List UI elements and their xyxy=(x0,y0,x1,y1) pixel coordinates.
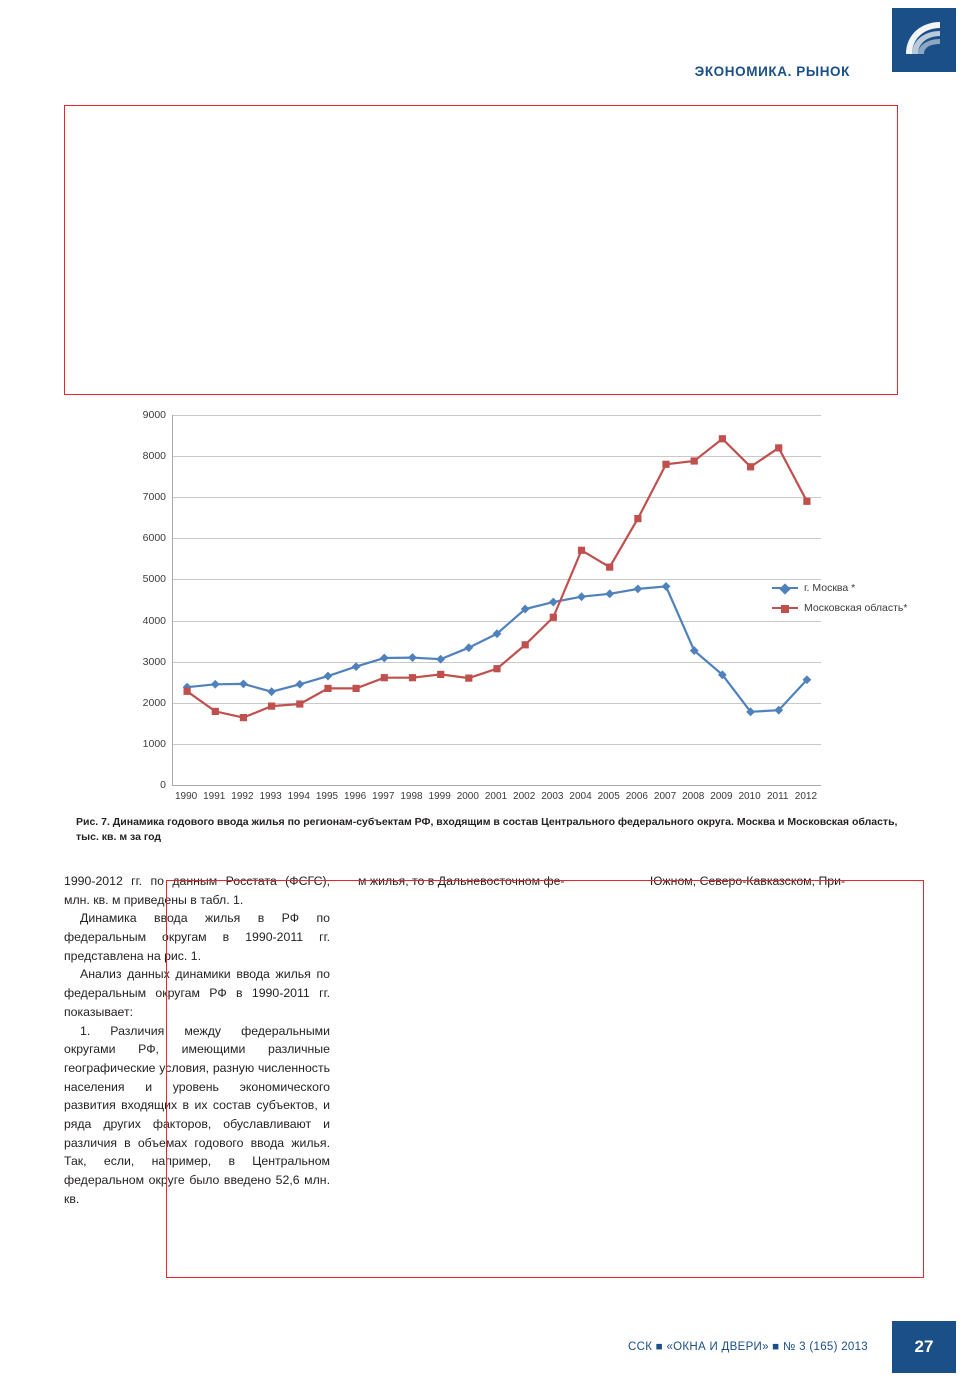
chart-data-point xyxy=(578,547,585,554)
chart-series-line xyxy=(187,439,807,718)
chart-x-tick-label: 1994 xyxy=(287,791,310,802)
chart-data-point xyxy=(268,703,275,710)
chart-y-tick-label: 3000 xyxy=(142,655,166,668)
chart-x-tick-label: 2005 xyxy=(597,791,620,802)
chart-data-point xyxy=(267,687,276,696)
chart-data-point xyxy=(634,515,641,522)
paragraph: м жилья, то в Дальневосточном фе- xyxy=(358,874,565,888)
chart-data-point xyxy=(436,655,445,664)
chart-data-point xyxy=(662,461,669,468)
chart-x-tick-label: 1999 xyxy=(428,791,451,802)
footer-publication: ССК ■ «ОКНА И ДВЕРИ» ■ № 3 (165) 2013 xyxy=(628,1341,868,1353)
chart-x-tick-label: 1990 xyxy=(174,791,198,802)
chart-x-tick-label: 2003 xyxy=(541,791,564,802)
chart-data-point xyxy=(493,665,500,672)
chart-data-point xyxy=(353,685,360,692)
chart-x-tick-label: 1991 xyxy=(203,791,226,802)
chart-x-tick-label: 2006 xyxy=(625,791,648,802)
chart-data-point xyxy=(380,654,389,663)
legend-item-moscow xyxy=(772,578,952,598)
chart-x-tick-label: 1995 xyxy=(315,791,339,802)
chart-x-tick-label: 2011 xyxy=(766,791,789,802)
page-header xyxy=(0,0,980,100)
chart-data-point xyxy=(549,598,558,607)
legend-swatch-moscow xyxy=(772,587,798,589)
chart-y-axis xyxy=(112,409,166,791)
chart-data-point xyxy=(775,444,782,451)
chart-y-tick-label: 0 xyxy=(160,779,166,791)
chart-data-point xyxy=(550,614,557,621)
chart-data-point xyxy=(605,589,614,598)
chart-x-tick-label: 2007 xyxy=(653,791,677,802)
legend-item-moscow-oblast xyxy=(772,598,952,618)
paragraph: 1990-2012 гг. по данным Росстата (ФСГС), млн. кв. м приведены в табл. 1. xyxy=(64,874,330,907)
chart-x-tick-label: 2000 xyxy=(456,791,479,802)
chart-x-tick-label: 2001 xyxy=(484,791,508,802)
chart-legend xyxy=(772,578,952,618)
chart-data-point xyxy=(465,675,472,682)
paragraph: Динамика ввода жилья в РФ по федеральным округам в 1990-2011 гг. представлена на рис. 1. xyxy=(64,911,330,963)
paragraph: Анализ данных динамики ввода жилья по федеральным округам РФ в 1990-2011 гг. показывает: xyxy=(64,967,330,1019)
chart-data-point xyxy=(184,688,191,695)
company-logo xyxy=(892,8,956,72)
chart-data-point xyxy=(577,592,586,601)
chart-series-line xyxy=(187,586,807,711)
chart-data-point xyxy=(324,672,333,681)
chart-data-point xyxy=(662,582,671,591)
chart-data-point xyxy=(409,674,416,681)
logo-icon xyxy=(892,8,956,72)
chart-y-tick-label: 9000 xyxy=(142,409,166,421)
chart-data-point xyxy=(408,653,417,662)
legend-swatch-moscow-oblast xyxy=(772,607,798,609)
annotation-box-top xyxy=(64,105,898,395)
chart-x-tick-label: 2010 xyxy=(738,791,761,802)
chart-x-tick-label: 2012 xyxy=(794,791,818,802)
chart-x-tick-label: 2008 xyxy=(682,791,705,802)
chart-y-tick-label: 8000 xyxy=(142,450,166,463)
chart-data-point xyxy=(691,457,698,464)
chart-data-point xyxy=(464,643,473,652)
page-number: 27 xyxy=(892,1321,956,1373)
chart-x-tick-label: 2009 xyxy=(710,791,733,802)
chart-plot-area xyxy=(172,415,821,786)
chart-data-point xyxy=(211,680,220,689)
figure-caption: Рис. 7. Динамика годового ввода жилья по регионам-субъектам РФ, входящим в состав Центрального федерального округа. Москва и Московская область, тыс. кв. м за год xyxy=(76,816,898,844)
chart-data-point xyxy=(522,641,529,648)
chart-data-point xyxy=(352,662,361,671)
chart-data-point xyxy=(239,679,248,688)
page-footer xyxy=(0,1323,980,1385)
chart-y-tick-label: 2000 xyxy=(142,696,166,709)
chart-data-point xyxy=(240,714,247,721)
chart-y-tick-label: 7000 xyxy=(142,491,166,504)
paragraph: Южном, Северо-Кавказском, При- xyxy=(650,874,846,888)
chart-series-layer xyxy=(173,415,821,785)
chart-data-point xyxy=(381,674,388,681)
chart-data-point xyxy=(212,708,219,715)
chart-y-tick-label: 1000 xyxy=(142,737,166,750)
chart-y-tick-label: 5000 xyxy=(142,573,166,586)
paragraph: 1. Различия между федеральными округами РФ, имеющими различные географические условия, разную численность населения и уровень экономического развития входящих в их состав субъектов, и ряда других факторов, обуславливают и различия в объемах годового ввода жилья. Так, если, например, в Центральном федеральном округе было введено 52,6 млн. кв. xyxy=(64,1023,330,1206)
chart-x-tick-label: 1997 xyxy=(372,791,395,802)
chart-data-point xyxy=(606,564,613,571)
chart-data-point xyxy=(633,585,642,594)
chart-y-tick-label: 4000 xyxy=(142,614,166,627)
chart-data-point xyxy=(719,435,726,442)
legend-label-moscow-oblast: Московская область* xyxy=(804,602,908,614)
chart-x-tick-label: 1993 xyxy=(259,791,282,802)
section-title: ЭКОНОМИКА. РЫНОК xyxy=(694,64,850,79)
chart-data-point xyxy=(295,680,304,689)
chart-x-tick-label: 2004 xyxy=(569,791,592,802)
chart-data-point xyxy=(324,685,331,692)
chart-x-tick-label: 2002 xyxy=(513,791,536,802)
annotation-box-bottom xyxy=(166,880,924,1278)
chart-x-tick-label: 1992 xyxy=(231,791,254,802)
chart-x-tick-label: 1996 xyxy=(344,791,367,802)
legend-label-moscow: г. Москва * xyxy=(804,582,856,594)
chart-data-point xyxy=(437,671,444,678)
chart-data-point xyxy=(296,700,303,707)
chart-y-tick-label: 6000 xyxy=(142,532,166,545)
chart-data-point xyxy=(747,463,754,470)
chart-data-point xyxy=(803,498,810,505)
chart-x-axis xyxy=(172,791,820,811)
chart-x-tick-label: 1998 xyxy=(400,791,423,802)
